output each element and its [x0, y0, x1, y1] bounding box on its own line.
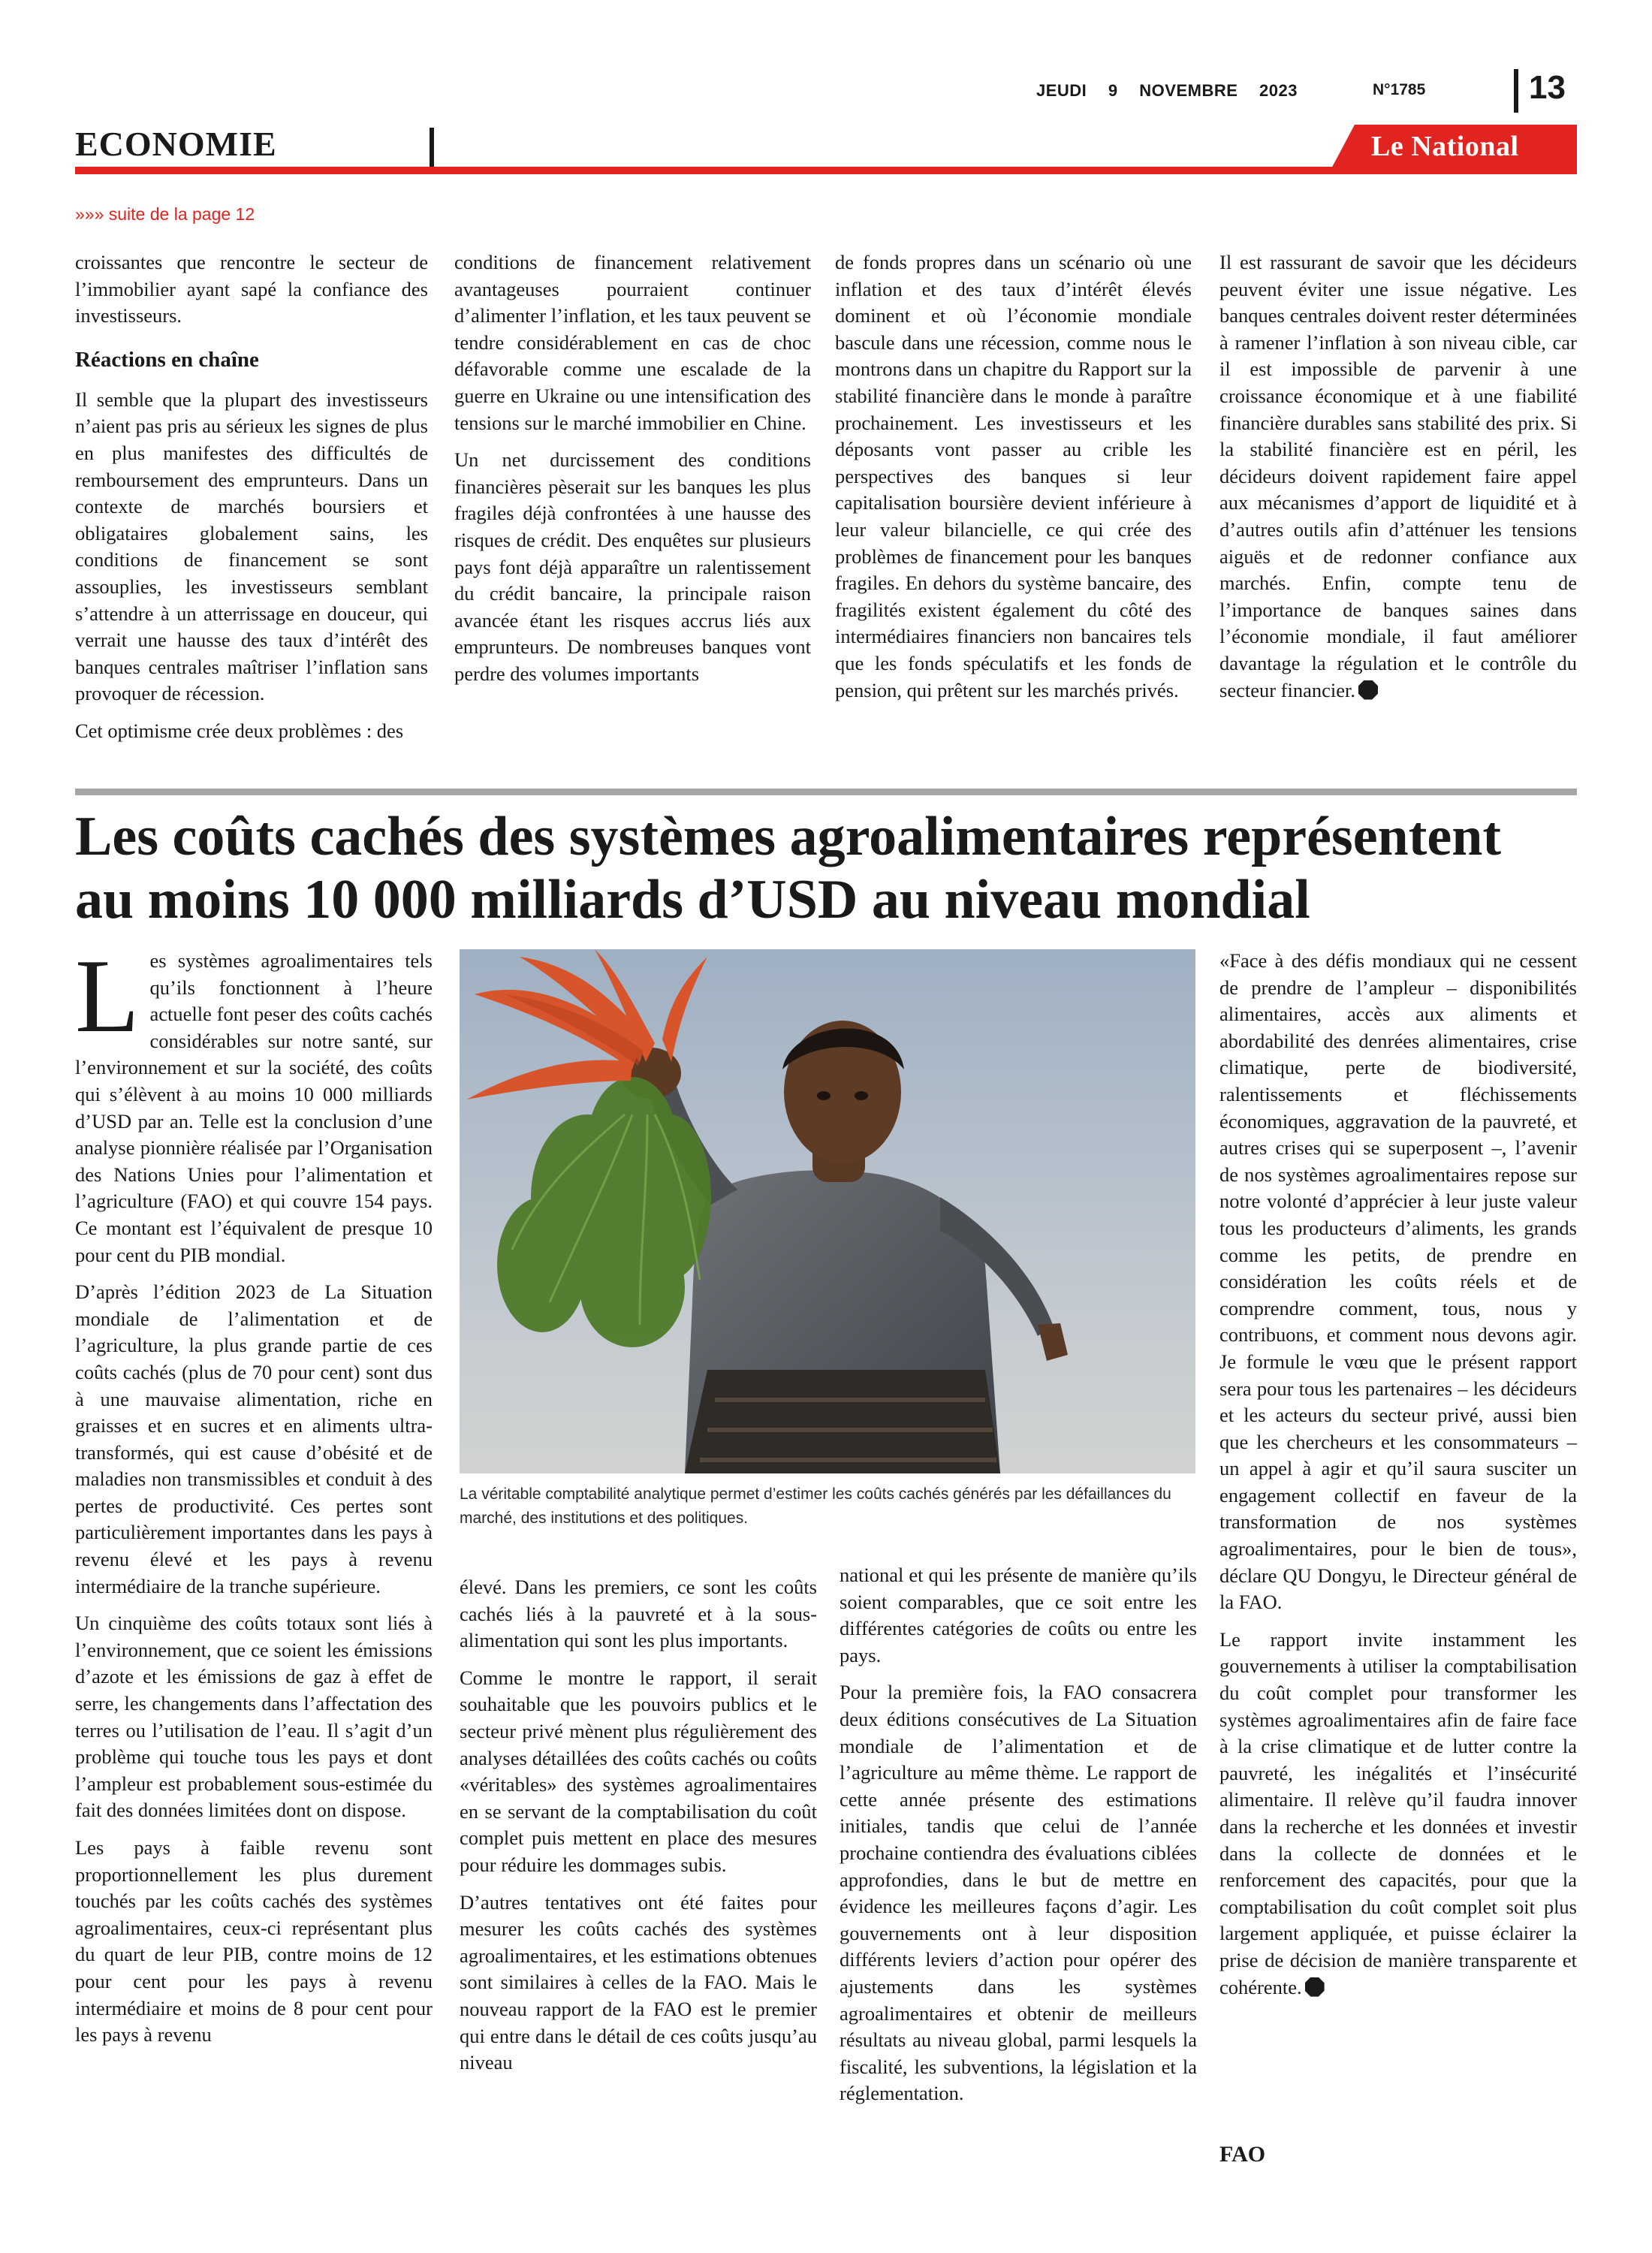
- paragraph: croissantes que rencontre le secteur de l’immobilier ayant sapé la confiance des investisseurs.: [75, 251, 428, 327]
- issue-month: NOVEMBRE: [1139, 81, 1238, 100]
- issue-day: JEUDI: [1036, 81, 1087, 100]
- issue-date: [1036, 81, 1314, 101]
- photo-caption: La véritable comptabilité analytique permet d’estimer les coûts cachés générés par les défaillances du marché, des institutions et des politiques.: [460, 1485, 1171, 1527]
- end-of-article-icon: [1305, 1977, 1325, 1997]
- main-article-column-2: [460, 1574, 817, 2087]
- issue-number: N°1785: [1373, 81, 1426, 98]
- top-article-column-2: [454, 249, 811, 698]
- paragraph: de fonds propres dans un scénario où une inflation et des taux d’intérêt élevés dominent et où l’économie mondiale bascule dans une récession, comme nous le montrons dans un chapitre du Rapport sur la stabilité financière dans le monde à paraître prochainement. Les investisseurs et les déposants vont passer au crible les perspectives des banques si leur capitalisation boursière devient inférieure à leur valeur bilancielle, ce qui crée des problèmes de financement pour les banques fragiles. En dehors du système bancaire, des fragilités existent également du côté des intermédiaires financiers non bancaires tels que les fonds spéculatifs et les fonds de pension, qui prêtent sur les marchés privés.: [835, 251, 1192, 701]
- paragraph: Cet optimisme crée deux problèmes : des: [75, 719, 404, 742]
- continued-from-link[interactable]: »»» suite de la page 12: [75, 204, 255, 224]
- issue-date-number: 9: [1108, 81, 1118, 100]
- article-photo: [460, 949, 1195, 1473]
- top-article-column-3: [835, 249, 1192, 714]
- subheading: Réactions en chaîne: [75, 347, 259, 372]
- headline-line-1: Les coûts cachés des systèmes agroalimentaires représentent: [75, 806, 1501, 867]
- paragraph: national et qui les présente de manière qu’ils soient comparables, que ce soit entre les différentes catégories de coûts ou entre les pays.: [840, 1564, 1197, 1666]
- article-separator: [75, 789, 1577, 795]
- paragraph: «Face à des défis mondiaux qui ne cessent de prendre de l’ampleur – disponibilités alimentaires, accès aux aliments et abordabilité des denrées alimentaires, crise climatique, perte de biodiversité, ralentissements et fléchissements économiques, aggravation de la pauvreté, et autres crises qui se superposent –, l’avenir de nos systèmes agroalimentaires repose sur notre volonté d’apprécier à leur juste valeur tous les producteurs d’aliments, les grands comme les petits, de prendre en considération les coûts réels et de comprendre comment, tous, nous y contribuons, et comment nous devons agir. Je formule le vœu que le présent rapport sera pour tous les partenaires – les décideurs et les acteurs du secteur privé, aussi bien que les chercheurs et les consommateurs – un appel à agir et qu’il saura susciter un engagement collectif en faveur de la transformation de nos systèmes agroalimentaires, pour le bien de tous», déclare QU Dongyu, le Directeur général de la FAO.: [1219, 949, 1577, 1614]
- paragraph: Comme le montre le rapport, il serait souhaitable que les pouvoirs publics et le secteur privé mènent plus régulièrement des analyses détaillées des coûts cachés ou coûts «véritables» des systèmes agroalimentaires en se servant de la comptabilisation du coût complet puis mettent en place des mesures pour réduire les dommages subis.: [460, 1666, 817, 1876]
- section-divider: [430, 128, 434, 167]
- farmer-holding-carrots-image: [460, 949, 1195, 1473]
- paragraph: Un net durcissement des conditions financières pèserait sur les banques les plus fragiles déjà confrontées à une hausse des risques de crédit. Des enquêtes sur plusieurs pays font déjà apparaître un ralentissement du crédit bancaire, la principale raison avancée étant les risques accrus liés aux emprunteurs. De nombreuses banques vont perdre des volumes importants: [454, 448, 811, 685]
- issue-year: 2023: [1259, 81, 1298, 100]
- paragraph: [1219, 249, 1577, 704]
- main-article-column-3: [840, 1562, 1197, 2118]
- brand-name: Le National: [1371, 131, 1519, 162]
- paragraph: Un cinquième des coûts totaux sont liés à l’environnement, que ce soient les émissions d’azote et les émissions de gaz à effet de serre, les changements dans l’affectation des terres ou l’utilisation de l’eau. Il s’agit d’un problème qui touche tous les pays et dont l’ampleur est probablement sous-estimée du fait des données limitées dont on dispose.: [75, 1612, 433, 1822]
- main-article-column-1: [75, 938, 433, 2059]
- paragraph-text: es systèmes agroalimentaires tels qu’ils fonctionnent à l’heure actuelle font peser des coûts cachés considérables sur notre santé, sur l’environnement et sur la société, des coûts qui s’élèvent à au moins 10 000 milliards d’USD par an. Telle est la conclusion d’une analyse pionnière réalisée par l’Organisation des Nations Unies pour l’alimentation et l’agriculture (FAO) et qui couvre 154 pays. Ce montant est l’équivalent de presque 10 pour cent du PIB mondial.: [75, 949, 433, 1266]
- paragraph: D’après l’édition 2023 de La Situation mondiale de l’alimentation et de l’agriculture, la plus grande partie de ces coûts cachés (plus de 70 pour cent) sont dus à une mauvaise alimentation, riche en graisses et en sucres et en aliments ultra-transformés, qui est cause d’obésité et de maladies non transmissibles et conduit à des pertes de productivité. Ces pertes sont particulièrement importantes dans les pays à revenu élevé et les pays à revenu intermédiaire de la tranche supérieure.: [75, 1280, 433, 1597]
- paragraph: conditions de financement relativement avantageuses pourraient continuer d’alimenter l’inflation, et les taux peuvent se tendre considérablement en cas de choc défavorable comme une escalade de la guerre en Ukraine ou une intensification des tensions sur le marché immobilier en Chine.: [454, 251, 811, 434]
- headline-line-2: au moins 10 000 milliards d’USD au niveau mondial: [75, 869, 1310, 930]
- paragraph: [1219, 1627, 1577, 2001]
- article-byline: FAO: [1219, 2142, 1266, 2167]
- drop-cap: L: [75, 938, 140, 1054]
- paragraph: élevé. Dans les premiers, ce sont les coûts cachés liés à la pauvreté et à la sous-alimentation qui sont les plus importants.: [460, 1576, 817, 1652]
- paragraph: Pour la première fois, la FAO consacrera deux éditions consécutives de La Situation mondiale de l’alimentation et de l’agriculture au même thème. Le rapport de cette année présente des estimations initiales, tandis que celui de l’année prochaine contiendra des évaluations ciblées approfondies, dans le but de mettre en évidence les meilleures façons d’agir. Les gouvernements ont à leur disposition différents leviers d’action pour opérer des ajustements dans les systèmes agroalimentaires et obtenir de meilleurs résultats au niveau global, parmi lesquels la fiscalité, les subventions, la législation et la réglementation.: [840, 1681, 1197, 2105]
- page-number-divider: [1514, 69, 1518, 113]
- paragraph: Les pays à faible revenu sont proportionnellement les plus durement touchés par les coûts cachés des systèmes agroalimentaires, ceux-ci représentant plus du quart de leur PIB, contre moins de 12 pour cent pour les pays à revenu intermédiaire et moins de 8 pour cent pour les pays à revenu: [75, 1836, 433, 2046]
- page-number: 13: [1529, 69, 1566, 106]
- top-article-column-1: [75, 249, 428, 756]
- paragraph: D’autres tentatives ont été faites pour mesurer les coûts cachés des systèmes agroalimentaires, et les estimations obtenues sont similaires à celles de la FAO. Mais le nouveau rapport de la FAO est le premier qui entre dans le détail de ces coûts jusqu’au niveau: [460, 1890, 817, 2074]
- end-of-article-icon: [1358, 680, 1378, 700]
- top-article-column-4: [1219, 249, 1577, 714]
- section-title: ECONOMIE: [75, 125, 277, 163]
- main-article-column-4: [1219, 948, 1577, 2011]
- paragraph: [75, 938, 433, 1268]
- paragraph-text: Le rapport invite instamment les gouvernements à utiliser la comptabilisation du coût complet pour transformer les systèmes agroalimentaires afin de faire face à la crise climatique et de lutter contre la pauvreté, les inégalités et l’insécurité alimentaire. Il relève qu’il faudra innover dans la recherche et les données et investir dans la collecte de données et le renforcement des capacités, pour que la comptabilisation du coût complet soit plus largement appliquée, et puisse éclairer la prise de décision de manière transparente et cohérente.: [1219, 1627, 1577, 1998]
- paragraph-text: Il est rassurant de savoir que les décideurs peuvent éviter une issue négative. Les banques centrales doivent rester déterminées à ramener l’inflation à son niveau cible, car il est impossible de parvenir à une croissance économique et à une fiabilité financière durables sans stabilité des prix. Si la stabilité financière est en péril, les décideurs doivent rapidement faire appel aux mécanismes d’apport de liquidité et à d’autres outils afin d’atténuer les tensions aiguës et de redonner confiance aux marchés. Enfin, compte tenu de l’importance de banques saines dans l’économie mondiale, il faut améliorer davantage la régulation et le contrôle du secteur financier.: [1219, 251, 1577, 701]
- article-headline: [75, 805, 1584, 931]
- paragraph: Il semble que la plupart des investisseurs n’aient pas pris au sérieux les signes de plus en plus manifestes des difficultés de remboursement des emprunteurs. Dans un contexte de marchés boursiers et obligataires globalement sains, les conditions de financement se sont assouplies, les investisseurs semblant s’attendre à un atterrissage en douceur, qui verrait une hausse des taux d’intérêt des banques centrales maîtriser l’inflation sans provoquer de récession.: [75, 388, 428, 705]
